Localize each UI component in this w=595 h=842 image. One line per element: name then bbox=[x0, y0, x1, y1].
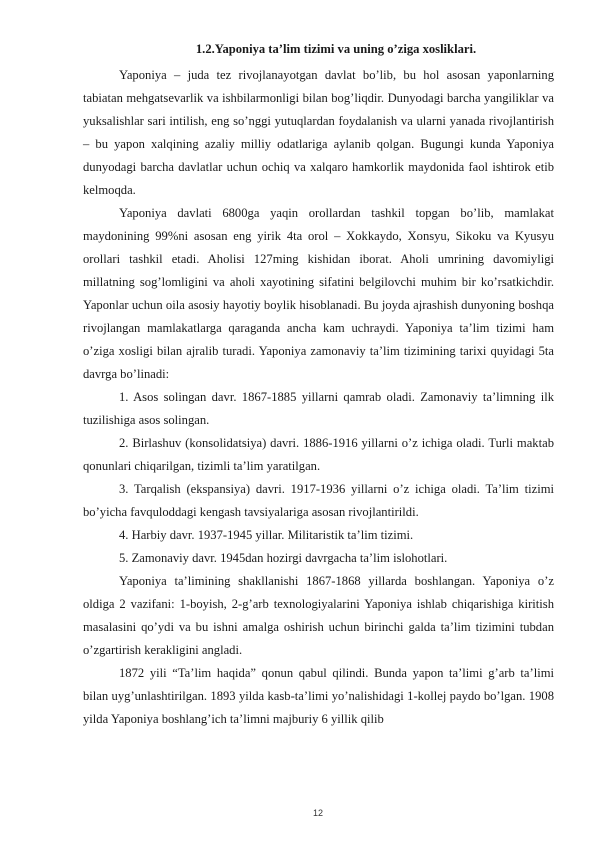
paragraph: Yaponiya – juda tez rivojlanayotgan davlat bo’lib, bu hol asosan yaponlarning tabiatan mehgatsevarlik va ishbilarmonligi bilan bog’liqdir. Dunyodagi barcha yangiliklar va yuksalishlar sari intilish, eng so’nggi yutuqlardan foydalanish va ularni yanada rivojlantirish – bu yapon xalqining azaliy milliy odatlariga aylanib qolgan. Bugungi kunda Yaponiya dunyodagi barcha davlatlar uchun ochiq va xalqaro hamkorlik maydonida faol ishtirok etib kelmoqda. bbox=[83, 68, 554, 197]
list-item: 3. Tarqalish (ekspansiya) davri. 1917-1936 yillarni o’z ichiga oladi. Ta’lim tizimi bo’yicha favquloddagi kengash tavsiyalariga asosan rivojlantirildi. bbox=[83, 482, 554, 519]
paragraph: Yaponiya ta’limining shakllanishi 1867-1868 yillarda boshlangan. Yaponiya o’z oldiga 2 vazifani: 1-boyish, 2-g’arb texnologiyalarini Yaponiya ishlab chiqarishiga kiritish masalasini qo’ydi va bu ishni amalga oshirish uchun birinchi galda ta’lim tizimini tubdan o’zgartirish kerakligini angladi. bbox=[83, 574, 554, 657]
section-title: 1.2.Yaponiya ta’lim tizimi va uning o’ziga xosliklari. bbox=[195, 42, 477, 56]
list-item: 1. Asos solingan davr. 1867-1885 yillarni qamrab oladi. Zamonaviy ta’limning ilk tuzilishiga asos solingan. bbox=[83, 390, 554, 427]
paragraph: Yaponiya davlati 6800ga yaqin orollardan tashkil topgan bo’lib, mamlakat maydonining 99%ni asosan eng yirik 4ta orol – Xokkaydo, Xonsyu, Sikoku va Kyusyu orollari tashkil etadi. Aholisi 127ming kishidan iborat. Aholi umrining davomiyligi millatning sog’lomligini va aholi xayotining sifatini belgilovchi muhim bir ko’rsatkichdir. Yaponlar uchun oila asosiy hayotiy boylik hisoblanadi. Bu joyda ajrashish dunyoning boshqa rivojlangan mamlakatlarga qaraganda ancha kam uchraydi. Yaponiya ta’lim tizimi ham o’ziga xosligi bilan ajralib turadi. Yaponiya zamonaviy ta’lim tizimining tarixi quyidagi 5ta davrga bo’linadi: bbox=[83, 206, 554, 381]
list-item: 4. Harbiy davr. 1937-1945 yillar. Militaristik ta’lim tizimi. bbox=[119, 528, 414, 542]
body-text bbox=[83, 64, 554, 731]
list-item: 5. Zamonaviy davr. 1945dan hozirgi davrgacha ta’lim islohotlari. bbox=[119, 551, 448, 565]
paragraph: 1872 yili “Ta’lim haqida” qonun qabul qilindi. Bunda yapon ta’limi g’arb ta’limi bilan uyg’unlashtirilgan. 1893 yilda kasb-ta’limi yo’nalishidagi 1-kollej paydo bo’lgan. 1908 yilda Yaponiya boshlang’ich ta’limni majburiy 6 yillik qilib bbox=[83, 666, 554, 726]
list-item: 2. Birlashuv (konsolidatsiya) davri. 1886-1916 yillarni o’z ichiga oladi. Turli maktab qonunlari chiqarilgan, tizimli ta’lim yaratilgan. bbox=[83, 436, 554, 473]
page-number: 12 bbox=[312, 808, 323, 818]
